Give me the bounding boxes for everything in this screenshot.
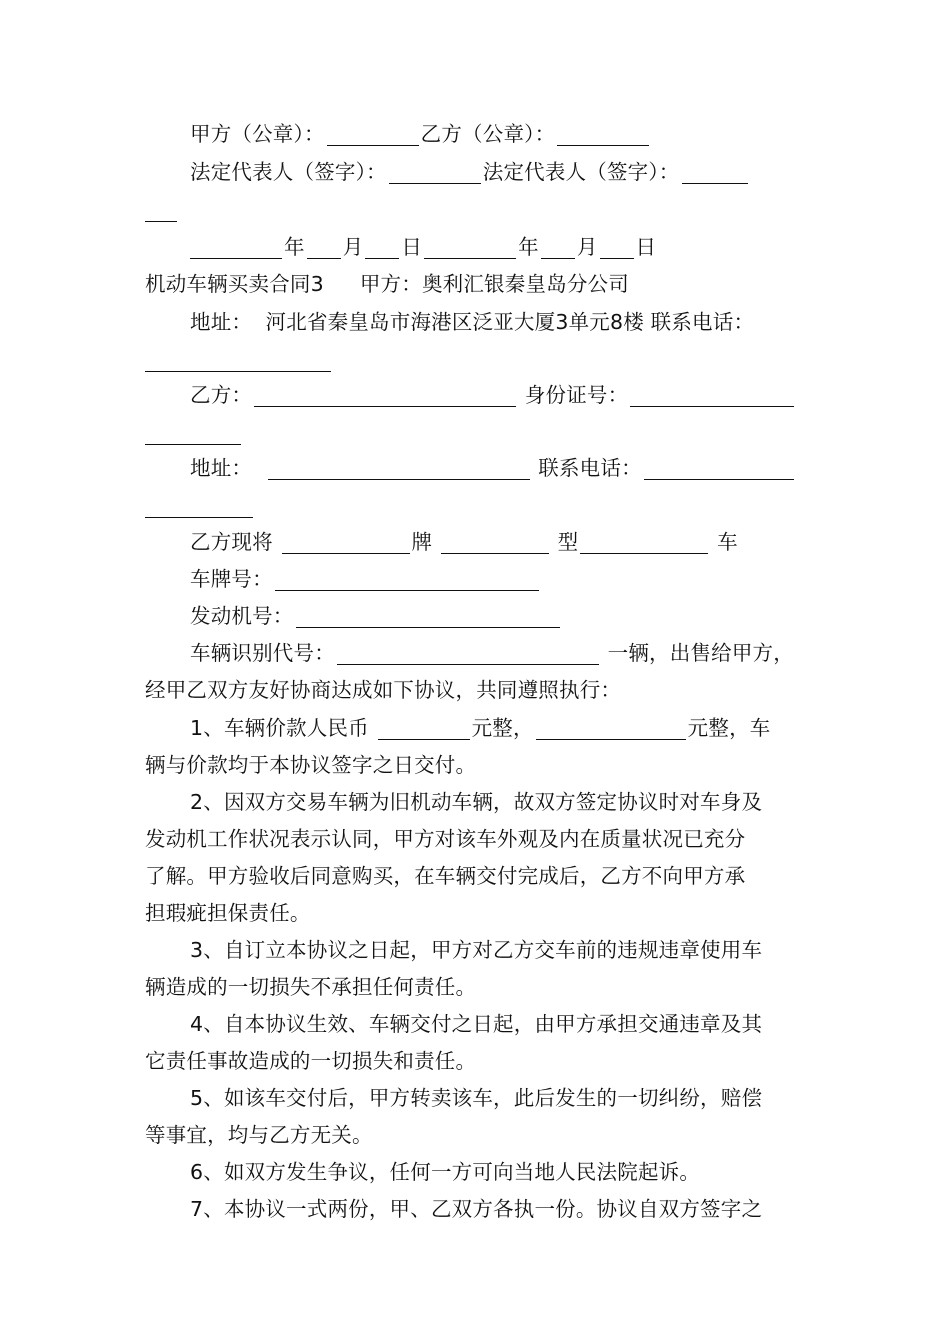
clause-5-text-2: 等事宜，均与乙方无关。 (145, 1123, 373, 1147)
model-label: 型 (557, 530, 579, 554)
clause-1-line-2 (145, 748, 815, 782)
party-b-phone-blank-cont (145, 495, 253, 518)
plate-line (190, 562, 815, 596)
brand-blank (282, 531, 410, 554)
day-label-b: 日 (635, 235, 657, 259)
party-a-phone-blank (145, 349, 331, 372)
clause-2-text-4: 担瑕疵担保责任。 (145, 901, 311, 925)
party-a-address: 河北省秦皇岛市海港区泛亚大厦3单元8楼 (265, 310, 644, 334)
clause-1-mid: 元整， (471, 716, 534, 740)
day-label-a: 日 (401, 235, 423, 259)
legal-rep-line (190, 155, 815, 189)
party-b-phone-wrap (145, 489, 815, 523)
clause-1-text-2: 辆与价款均于本协议签字之日交付。 (145, 753, 477, 777)
year-label-b: 年 (518, 235, 539, 259)
clause-3-text-2: 辆造成的一切损失不承担任何责任。 (145, 975, 477, 999)
vehicle-intro: 乙方现将 (190, 530, 273, 554)
car-label: 车 (717, 530, 738, 554)
party-a-address-line (190, 305, 815, 339)
year-blank-a (190, 236, 282, 259)
plate-blank (275, 568, 539, 591)
clause-3-line-2 (145, 970, 815, 1004)
engine-label: 发动机号： (190, 604, 294, 628)
address-label: 地址： (190, 310, 253, 334)
party-a-name: 奥利汇银秦皇岛分公司 (421, 272, 629, 296)
phone2-label: 联系电话： (538, 456, 642, 480)
legal-rep-b-blank (682, 161, 748, 184)
id-label: 身份证号： (524, 383, 629, 407)
engine-blank (296, 605, 560, 628)
clause-3-text-1: 3、自订立本协议之日起，甲方对乙方交车前的违规违章使用车 (190, 938, 763, 962)
contract-title: 机动车辆买卖合同3 (145, 272, 324, 296)
legal-rep-a-label: 法定代表人（签字）： (190, 160, 387, 184)
day-blank-b (600, 236, 634, 259)
vin-label: 车辆识别代号： (190, 641, 335, 665)
month-label-a: 月 (342, 235, 364, 259)
party-b-id-wrap (145, 416, 815, 450)
clause-6-text: 6、如双方发生争议，任何一方可向当地人民法院起诉。 (190, 1160, 701, 1184)
party-a-label: 甲方： (359, 272, 422, 296)
party-b-line (190, 378, 815, 412)
sale-text-line (145, 673, 815, 707)
vin-line (190, 636, 815, 670)
party-b-address-line (190, 451, 815, 485)
clause-1-line-1 (190, 711, 815, 745)
clause-3-line-1 (190, 933, 815, 967)
clause-2-text-2: 发动机工作状况表示认同，甲方对该车外观及内在质量状况已充分 (145, 827, 746, 851)
legal-rep-a-blank (389, 161, 481, 184)
vehicle-line (190, 525, 815, 559)
party-b-label: 乙方： (190, 383, 253, 407)
address2-label: 地址： (190, 456, 253, 480)
seal-line (190, 117, 815, 151)
month-blank-b (541, 236, 575, 259)
month-label-b: 月 (576, 235, 598, 259)
year-label-a: 年 (284, 235, 305, 259)
clause-2-line-1 (190, 785, 815, 819)
party-a-seal-blank (327, 123, 419, 146)
clause-4-text-1: 4、自本协议生效、车辆交付之日起，由甲方承担交通违章及其 (190, 1012, 763, 1036)
brand-label: 牌 (411, 530, 433, 554)
legal-rep-line-wrap (145, 193, 815, 227)
party-a-phone-line (145, 343, 815, 377)
price-blank-1 (378, 717, 470, 740)
contract-title-line (145, 267, 815, 301)
price-blank-2 (536, 717, 686, 740)
party-a-seal-label: 甲方（公章）： (190, 122, 325, 146)
date-line (190, 230, 815, 264)
legal-rep-b-label: 法定代表人（签字）： (482, 160, 680, 184)
clause-5-text-1: 5、如该车交付后，甲方转卖该车，此后发生的一切纠纷，赔偿 (190, 1086, 763, 1110)
month-blank-a (307, 236, 341, 259)
clause-2-text-1: 2、因双方交易车辆为旧机动车辆，故双方签定协议时对车身及 (190, 790, 763, 814)
clause-5-line-2 (145, 1118, 815, 1152)
clause-2-text-3: 了解。甲方验收后同意购买，在车辆交付完成后，乙方不向甲方承 (145, 864, 746, 888)
id-blank (630, 384, 794, 407)
clause-1-prefix: 1、车辆价款人民币 (190, 716, 369, 740)
clause-7-line (190, 1192, 815, 1226)
party-b-phone-blank (644, 457, 794, 480)
car-blank (580, 531, 708, 554)
clause-4-line-2 (145, 1044, 815, 1078)
party-b-seal-blank (557, 123, 649, 146)
plate-label: 车牌号： (190, 567, 273, 591)
day-blank-a (365, 236, 399, 259)
clause-2-line-2 (145, 822, 815, 856)
year-blank-b (424, 236, 516, 259)
legal-rep-b-blank-cont (145, 199, 177, 222)
clause-2-line-3 (145, 859, 815, 893)
model-blank (441, 531, 549, 554)
clause-2-line-4 (145, 896, 815, 930)
clause-7-text: 7、本协议一式两份，甲、乙双方各执一份。协议自双方签字之 (190, 1197, 763, 1221)
sale-text-2: 经甲乙双方友好协商达成如下协议，共同遵照执行： (145, 678, 622, 702)
phone-label: 联系电话： (650, 310, 755, 334)
engine-line (190, 599, 815, 633)
id-blank-cont (145, 422, 241, 445)
party-b-name-blank (254, 384, 516, 407)
clause-5-line-1 (190, 1081, 815, 1115)
vin-blank (337, 642, 599, 665)
party-b-address-blank (268, 457, 530, 480)
party-b-seal-label: 乙方（公章）： (420, 122, 556, 146)
clause-4-line-1 (190, 1007, 815, 1041)
clause-4-text-2: 它责任事故造成的一切损失和责任。 (145, 1049, 477, 1073)
sale-text: 一辆，出售给甲方， (607, 641, 794, 665)
clause-6-line (190, 1155, 815, 1189)
clause-1-end: 元整，车 (687, 716, 771, 740)
